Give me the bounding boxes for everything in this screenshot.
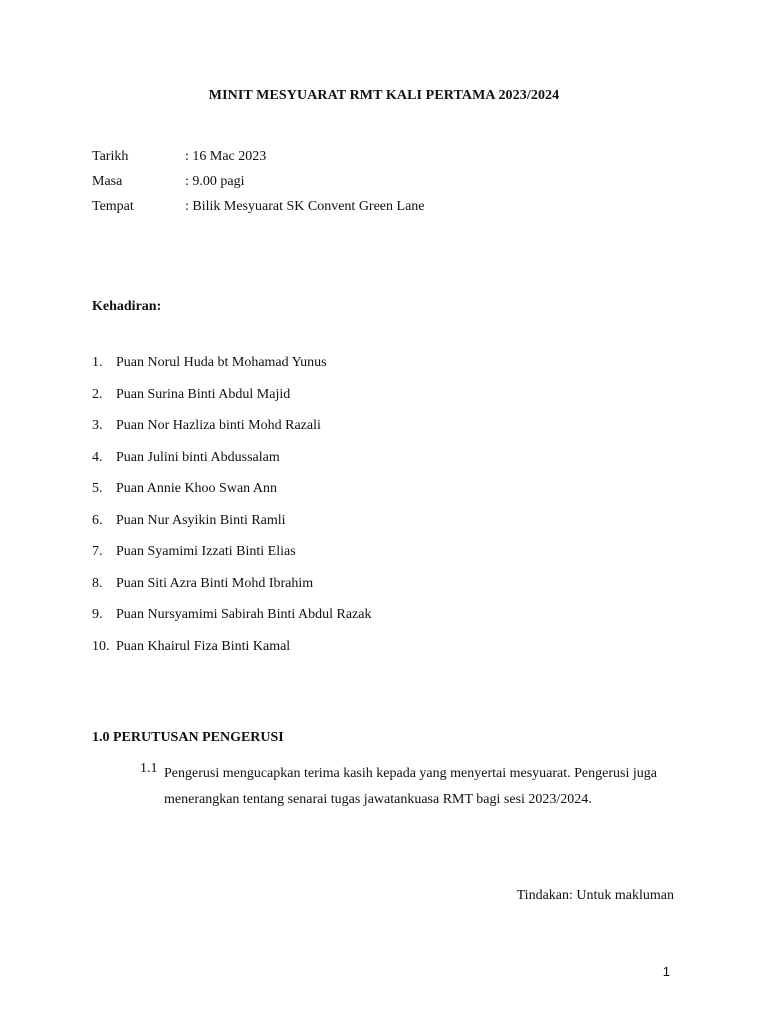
list-item-name: Puan Annie Khoo Swan Ann [116, 481, 277, 496]
list-item-number: 8. [92, 575, 103, 591]
list-item-name: Puan Nursyamimi Sabirah Binti Abdul Razak [116, 607, 372, 622]
list-item-number: 2. [92, 386, 103, 402]
list-item-name: Puan Nor Hazliza binti Mohd Razali [116, 418, 321, 433]
section-item-text: Pengerusi mengucapkan terima kasih kepada yang menyertai mesyuarat. Pengerusi juga menerangkan tentang senarai tugas jawatankuasa RMT bagi sesi 2023/2024. [164, 766, 657, 807]
list-item-name: Puan Nur Asyikin Binti Ramli [116, 512, 286, 528]
meta-value: : 16 Mac 2023 [185, 149, 267, 164]
action-note: Tindakan: Untuk makluman [516, 888, 674, 903]
list-item-number: 10. [92, 638, 110, 654]
list-item-number: 9. [92, 607, 103, 622]
list-item-number: 7. [92, 544, 103, 559]
page-number: 1 [662, 964, 670, 979]
meta-value: : 9.00 pagi [185, 174, 245, 189]
list-item-name: Puan Surina Binti Abdul Majid [116, 386, 291, 402]
list-item-name: Puan Norul Huda bt Mohamad Yunus [116, 355, 327, 370]
list-item-number: 5. [92, 481, 103, 496]
section-heading: 1.0 PERUTUSAN PENGERUSI [92, 730, 284, 745]
list-item-number: 6. [92, 512, 103, 528]
list-item-name: Puan Julini binti Abdussalam [116, 449, 280, 465]
list-item-name: Puan Siti Azra Binti Mohd Ibrahim [116, 575, 314, 591]
meta-value: : Bilik Mesyuarat SK Convent Green Lane [185, 199, 425, 214]
list-item-number: 1. [92, 355, 103, 370]
attendance-heading: Kehadiran: [92, 299, 162, 314]
section-item-number: 1.1 [140, 761, 158, 776]
meta-label: Tempat [92, 199, 134, 214]
list-item-number: 4. [92, 449, 103, 465]
list-item-number: 3. [92, 418, 103, 433]
meta-label: Tarikh [92, 149, 129, 164]
meta-label: Masa [92, 174, 123, 189]
list-item-name: Puan Syamimi Izzati Binti Elias [116, 544, 296, 559]
list-item-name: Puan Khairul Fiza Binti Kamal [116, 638, 291, 654]
document-title: MINIT MESYUARAT RMT KALI PERTAMA 2023/2024 [208, 88, 560, 103]
